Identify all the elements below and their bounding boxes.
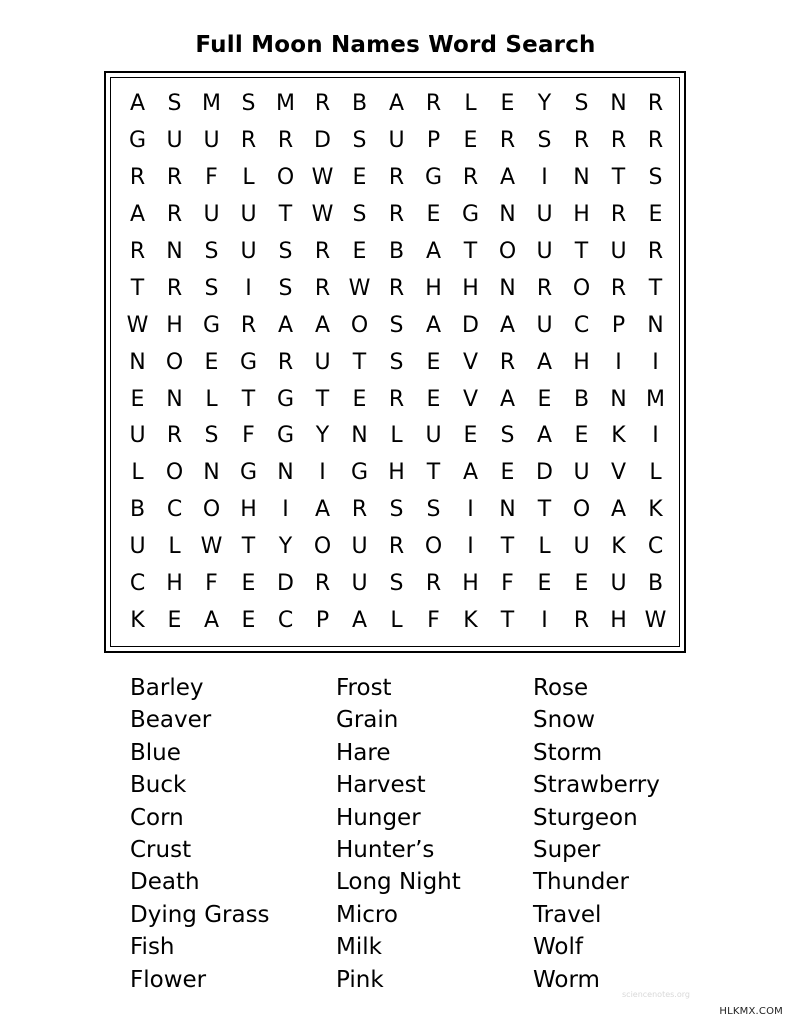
grid-letter[interactable]: B <box>388 239 405 264</box>
grid-letter[interactable]: L <box>464 91 477 117</box>
grid-letter[interactable]: T <box>352 349 367 375</box>
grid-letter[interactable]: I <box>652 349 659 375</box>
grid-letter[interactable]: A <box>610 497 627 523</box>
grid-letter[interactable]: C <box>277 607 294 633</box>
grid-letter[interactable]: O <box>313 534 332 560</box>
grid-letter[interactable]: E <box>574 571 589 597</box>
grid-letter[interactable]: A <box>499 165 516 191</box>
grid-letter[interactable]: W <box>348 275 371 301</box>
grid-letter[interactable]: A <box>462 460 479 486</box>
word-list-item: Frost <box>336 675 392 701</box>
grid-letter[interactable]: M <box>202 91 221 117</box>
grid-letter[interactable]: C <box>647 534 664 560</box>
grid-letter[interactable]: K <box>611 534 626 560</box>
grid-letter[interactable]: R <box>388 386 405 412</box>
grid-letter[interactable]: R <box>166 202 183 228</box>
word-column-2 <box>336 672 461 996</box>
grid-letter[interactable]: U <box>573 534 590 560</box>
grid-letter[interactable]: S <box>278 239 293 264</box>
grid-letter[interactable]: U <box>203 202 220 228</box>
grid-letter[interactable]: T <box>537 497 552 523</box>
grid-letter[interactable]: C <box>129 571 146 597</box>
grid-letter[interactable]: S <box>352 128 367 154</box>
grid-letter[interactable]: H <box>610 607 627 633</box>
grid-letter[interactable]: B <box>573 386 590 412</box>
grid-letter[interactable]: R <box>573 128 590 154</box>
grid-letter[interactable]: S <box>241 91 256 117</box>
word-list-item: Grain <box>336 707 399 734</box>
grid-letter[interactable]: S <box>204 239 219 264</box>
grid-letter[interactable]: N <box>573 165 590 191</box>
grid-letter[interactable]: T <box>130 275 145 301</box>
grid-letter[interactable]: S <box>389 312 404 338</box>
grid-letter[interactable]: B <box>129 497 146 523</box>
grid-letter[interactable]: R <box>129 239 146 264</box>
grid-letter[interactable]: R <box>573 607 590 633</box>
grid-letter[interactable]: E <box>574 423 589 449</box>
word-list-item: Travel <box>533 901 602 928</box>
grid-letter[interactable]: E <box>241 571 256 597</box>
grid-letter[interactable]: O <box>165 349 184 375</box>
source-credit: sciencenotes.org <box>622 990 690 999</box>
word-list-item: Beaver <box>130 707 212 734</box>
grid-letter[interactable]: R <box>240 312 257 338</box>
grid-letter[interactable]: R <box>647 239 664 264</box>
grid-letter[interactable]: G <box>239 349 258 375</box>
word-list-item: Long Night <box>336 869 461 896</box>
grid-letter[interactable]: U <box>536 202 553 228</box>
grid-letter[interactable]: N <box>351 423 368 449</box>
grid-letter[interactable]: N <box>166 239 183 264</box>
grid-letter[interactable]: K <box>463 607 478 633</box>
grid-letter[interactable]: A <box>425 312 442 338</box>
grid-letter[interactable]: E <box>352 386 367 412</box>
grid-letter[interactable]: H <box>573 349 590 375</box>
grid-letter[interactable]: M <box>276 91 295 117</box>
grid-letter[interactable]: W <box>311 165 334 191</box>
grid-letter[interactable]: R <box>314 275 331 301</box>
grid-letter[interactable]: S <box>204 275 219 301</box>
grid-letter[interactable]: I <box>541 165 548 191</box>
grid-letter[interactable]: L <box>649 460 662 486</box>
grid-letter[interactable]: E <box>463 423 478 449</box>
grid-letter[interactable]: E <box>426 386 441 412</box>
grid-letter[interactable]: U <box>129 423 146 449</box>
word-list <box>0 672 791 1002</box>
grid-letter[interactable]: I <box>282 497 289 523</box>
grid-letter[interactable]: E <box>352 165 367 191</box>
grid-letter[interactable]: F <box>427 607 440 633</box>
grid-letter[interactable]: R <box>462 165 479 191</box>
grid-letter[interactable]: D <box>314 128 331 154</box>
grid-letter[interactable]: K <box>611 423 626 449</box>
word-list-item: Hunter’s <box>336 836 435 863</box>
grid-letter[interactable]: G <box>202 312 221 338</box>
grid-letter[interactable]: T <box>648 275 663 301</box>
grid-letter[interactable]: K <box>130 607 145 633</box>
grid-letter[interactable]: I <box>652 423 659 449</box>
grid-letter[interactable]: A <box>536 423 553 449</box>
word-list-item: Sturgeon <box>533 804 638 831</box>
grid-letter[interactable]: A <box>277 312 294 338</box>
grid-letter[interactable]: H <box>166 312 183 338</box>
grid-letter[interactable]: E <box>241 607 256 633</box>
grid-letter[interactable]: U <box>388 128 405 154</box>
grid-letter[interactable]: W <box>126 312 149 338</box>
grid-letter[interactable]: I <box>319 460 326 486</box>
grid-letter[interactable]: R <box>277 128 294 154</box>
grid-letter[interactable]: S <box>648 165 663 191</box>
grid-letter[interactable]: H <box>388 460 405 486</box>
grid-letter[interactable]: T <box>500 607 515 633</box>
grid-letter[interactable]: I <box>541 607 548 633</box>
grid-letter[interactable]: E <box>426 202 441 228</box>
word-list-item: Crust <box>130 836 192 863</box>
grid-letter[interactable]: A <box>129 202 146 228</box>
grid-letter[interactable]: A <box>314 312 331 338</box>
grid-letter[interactable]: N <box>499 202 516 228</box>
grid-letter[interactable]: N <box>166 386 183 412</box>
grid-letter[interactable]: R <box>536 275 553 301</box>
grid-letter[interactable]: R <box>647 91 664 117</box>
grid-letter[interactable]: S <box>389 497 404 523</box>
grid-letter[interactable]: S <box>574 91 589 117</box>
word-list-item: Thunder <box>533 869 629 896</box>
word-list-item: Flower <box>130 966 207 993</box>
grid-letter[interactable]: I <box>615 349 622 375</box>
word-list-item: Super <box>533 836 601 863</box>
grid-letter[interactable]: S <box>389 571 404 597</box>
grid-letter[interactable]: R <box>314 571 331 597</box>
word-list-item: Harvest <box>336 772 426 799</box>
grid-letter[interactable]: O <box>165 460 184 486</box>
word-list-item: Rose <box>533 675 589 701</box>
grid-letter[interactable]: I <box>245 275 252 301</box>
word-list-item: Blue <box>130 739 181 766</box>
grid-letter[interactable]: B <box>351 91 368 117</box>
grid-letter[interactable]: T <box>463 239 478 264</box>
grid-letter[interactable]: U <box>314 349 331 375</box>
grid-letter[interactable]: E <box>352 239 367 264</box>
grid-letter[interactable]: H <box>425 275 442 301</box>
grid-letter[interactable]: R <box>351 497 368 523</box>
word-list-item: Dying Grass <box>130 901 270 928</box>
grid-letter[interactable]: T <box>241 534 256 560</box>
grid-letter[interactable]: G <box>461 202 480 228</box>
grid-letter[interactable]: M <box>646 386 665 412</box>
grid-letter[interactable]: F <box>205 571 218 597</box>
grid-letter[interactable]: U <box>610 571 627 597</box>
grid-letter[interactable]: N <box>647 312 664 338</box>
grid-letter[interactable]: L <box>168 534 181 560</box>
grid-letter[interactable]: U <box>240 202 257 228</box>
word-list-item: Pink <box>336 966 384 993</box>
grid-letter[interactable]: R <box>388 275 405 301</box>
grid-letter[interactable]: P <box>315 607 330 633</box>
grid-letter[interactable]: A <box>129 91 146 117</box>
grid-letter[interactable]: R <box>610 202 627 228</box>
word-list-item: Snow <box>533 707 596 734</box>
grid-letter[interactable]: D <box>462 312 479 338</box>
grid-letter[interactable]: V <box>462 386 479 412</box>
grid-letter[interactable]: R <box>388 202 405 228</box>
grid-letter[interactable]: H <box>166 571 183 597</box>
grid-letter[interactable]: L <box>538 534 551 560</box>
grid-letter[interactable]: W <box>311 202 334 228</box>
word-list-item: Wolf <box>533 934 583 961</box>
grid-letter[interactable]: O <box>572 275 591 301</box>
grid-letter[interactable]: T <box>278 202 293 228</box>
grid-letter[interactable]: A <box>499 312 516 338</box>
grid-letter[interactable]: R <box>388 165 405 191</box>
grid-letter[interactable]: N <box>203 460 220 486</box>
grid-letter[interactable]: G <box>239 460 258 486</box>
grid-letter[interactable]: L <box>390 423 403 449</box>
grid-letter[interactable]: R <box>425 91 442 117</box>
grid-letter[interactable]: C <box>166 497 183 523</box>
grid-letter[interactable]: U <box>351 534 368 560</box>
grid-letter[interactable]: R <box>166 423 183 449</box>
grid-letter[interactable]: W <box>644 607 667 633</box>
watermark: HLKMX.COM <box>719 1006 783 1017</box>
word-column-3 <box>533 672 660 996</box>
grid-letter[interactable]: Y <box>537 91 552 117</box>
grid-letter[interactable]: I <box>467 497 474 523</box>
grid-letter[interactable]: U <box>240 239 257 264</box>
grid-letter[interactable]: S <box>204 423 219 449</box>
grid-letter[interactable]: N <box>277 460 294 486</box>
word-list-item: Strawberry <box>533 772 660 799</box>
grid-letter[interactable]: G <box>128 128 147 154</box>
grid-letter[interactable]: S <box>278 275 293 301</box>
grid-letter[interactable]: S <box>426 497 441 523</box>
grid-letter[interactable]: R <box>647 128 664 154</box>
grid-letter[interactable]: H <box>240 497 257 523</box>
grid-letter[interactable]: N <box>129 349 146 375</box>
grid-letter[interactable]: T <box>500 534 515 560</box>
word-list-item: Worm <box>533 966 600 993</box>
grid-letter[interactable]: R <box>499 349 516 375</box>
grid-letter[interactable]: E <box>426 349 441 375</box>
grid-letter[interactable]: U <box>573 460 590 486</box>
grid-letter[interactable]: G <box>350 460 369 486</box>
grid-letter[interactable]: E <box>537 386 552 412</box>
grid-letter[interactable]: G <box>276 386 295 412</box>
word-list-item: Storm <box>533 739 603 766</box>
grid-letter[interactable]: N <box>610 386 627 412</box>
grid-letter[interactable]: G <box>424 165 443 191</box>
grid-letter[interactable]: A <box>351 607 368 633</box>
grid-letter[interactable]: E <box>167 607 182 633</box>
grid-letter[interactable]: O <box>572 497 591 523</box>
grid-letter[interactable]: O <box>498 239 517 264</box>
grid-letter[interactable]: A <box>499 386 516 412</box>
grid-letter[interactable]: I <box>467 534 474 560</box>
grid-letter[interactable]: R <box>166 275 183 301</box>
grid-letter[interactable]: R <box>314 239 331 264</box>
grid-letter[interactable]: R <box>425 571 442 597</box>
grid-letter[interactable]: R <box>277 349 294 375</box>
grid-letter[interactable]: T <box>426 460 441 486</box>
grid-letter[interactable]: Y <box>278 534 293 560</box>
grid-letter[interactable]: U <box>536 312 553 338</box>
grid-letter[interactable]: H <box>573 202 590 228</box>
grid-letter[interactable]: R <box>610 275 627 301</box>
grid-letter[interactable]: U <box>166 128 183 154</box>
grid-letter[interactable]: E <box>204 349 219 375</box>
grid-letter[interactable]: R <box>314 91 331 117</box>
word-list-item: Corn <box>130 804 184 831</box>
grid-letter[interactable]: S <box>167 91 182 117</box>
grid-letter[interactable]: U <box>129 534 146 560</box>
word-list-item: Milk <box>336 934 382 961</box>
grid-letter[interactable]: V <box>610 460 627 486</box>
grid-letter[interactable]: S <box>352 202 367 228</box>
grid-letter[interactable]: D <box>277 571 294 597</box>
grid-letter[interactable]: N <box>499 275 516 301</box>
grid-letter[interactable]: R <box>610 128 627 154</box>
grid-letter[interactable]: R <box>129 165 146 191</box>
word-list-item: Fish <box>130 934 175 961</box>
grid-letter[interactable]: L <box>205 386 218 412</box>
grid-letter[interactable]: O <box>202 497 221 523</box>
grid-letter[interactable]: F <box>501 571 514 597</box>
word-list-item: Barley <box>130 675 204 701</box>
grid-letter[interactable]: H <box>462 571 479 597</box>
grid-letter[interactable]: U <box>203 128 220 154</box>
grid-letter[interactable]: R <box>499 128 516 154</box>
grid-letter[interactable]: O <box>424 534 443 560</box>
grid-letter[interactable]: N <box>499 497 516 523</box>
grid-letter[interactable]: T <box>574 239 589 264</box>
grid-letter[interactable]: A <box>536 349 553 375</box>
word-list-item: Death <box>130 869 200 896</box>
grid-letter[interactable]: S <box>537 128 552 154</box>
grid-letter[interactable]: U <box>425 423 442 449</box>
grid-letter[interactable]: E <box>537 571 552 597</box>
grid-letter[interactable]: E <box>463 128 478 154</box>
grid-letter[interactable]: T <box>611 165 626 191</box>
grid-letter[interactable]: O <box>350 312 369 338</box>
grid-letter[interactable]: E <box>500 91 515 117</box>
grid-letter[interactable]: A <box>425 239 442 264</box>
grid-letter[interactable]: U <box>536 239 553 264</box>
grid-letter[interactable]: U <box>351 571 368 597</box>
word-column-1 <box>130 672 270 996</box>
grid-letter[interactable]: O <box>276 165 295 191</box>
word-list-item: Hunger <box>336 804 421 831</box>
grid-letter[interactable]: F <box>242 423 255 449</box>
grid-letter[interactable]: Y <box>315 423 330 449</box>
grid-letter[interactable]: R <box>166 165 183 191</box>
word-list-item: Micro <box>336 901 398 928</box>
grid-letter[interactable]: G <box>276 423 295 449</box>
word-list-item: Hare <box>336 739 391 766</box>
grid-letter[interactable]: B <box>647 571 664 597</box>
grid-letter[interactable]: E <box>648 202 663 228</box>
grid-letter[interactable]: E <box>500 460 515 486</box>
grid-letter[interactable]: A <box>388 91 405 117</box>
grid-letter[interactable]: L <box>242 165 255 191</box>
grid-letter[interactable]: R <box>388 534 405 560</box>
grid-letter[interactable]: F <box>205 165 218 191</box>
grid-letter[interactable]: A <box>203 607 220 633</box>
grid-letter[interactable]: R <box>240 128 257 154</box>
grid-letter[interactable]: C <box>573 312 590 338</box>
letter-grid <box>119 86 674 639</box>
grid-letter[interactable]: T <box>315 386 330 412</box>
grid-letter[interactable]: U <box>610 239 627 264</box>
grid-letter[interactable]: S <box>389 349 404 375</box>
grid-letter[interactable]: A <box>314 497 331 523</box>
grid-letter[interactable]: D <box>536 460 553 486</box>
grid-letter[interactable]: N <box>610 91 627 117</box>
grid-letter[interactable]: V <box>462 349 479 375</box>
grid-letter[interactable]: W <box>200 534 223 560</box>
grid-letter[interactable]: E <box>130 386 145 412</box>
grid-letter[interactable]: P <box>426 128 441 154</box>
grid-letter[interactable]: L <box>390 607 403 633</box>
grid-letter[interactable]: T <box>241 386 256 412</box>
grid-letter[interactable]: L <box>131 460 144 486</box>
word-list-item: Buck <box>130 772 187 799</box>
grid-letter[interactable]: K <box>648 497 663 523</box>
grid-letter[interactable]: S <box>500 423 515 449</box>
grid-letter[interactable]: P <box>611 312 626 338</box>
grid-letter[interactable]: H <box>462 275 479 301</box>
page-title: Full Moon Names Word Search <box>195 32 596 58</box>
